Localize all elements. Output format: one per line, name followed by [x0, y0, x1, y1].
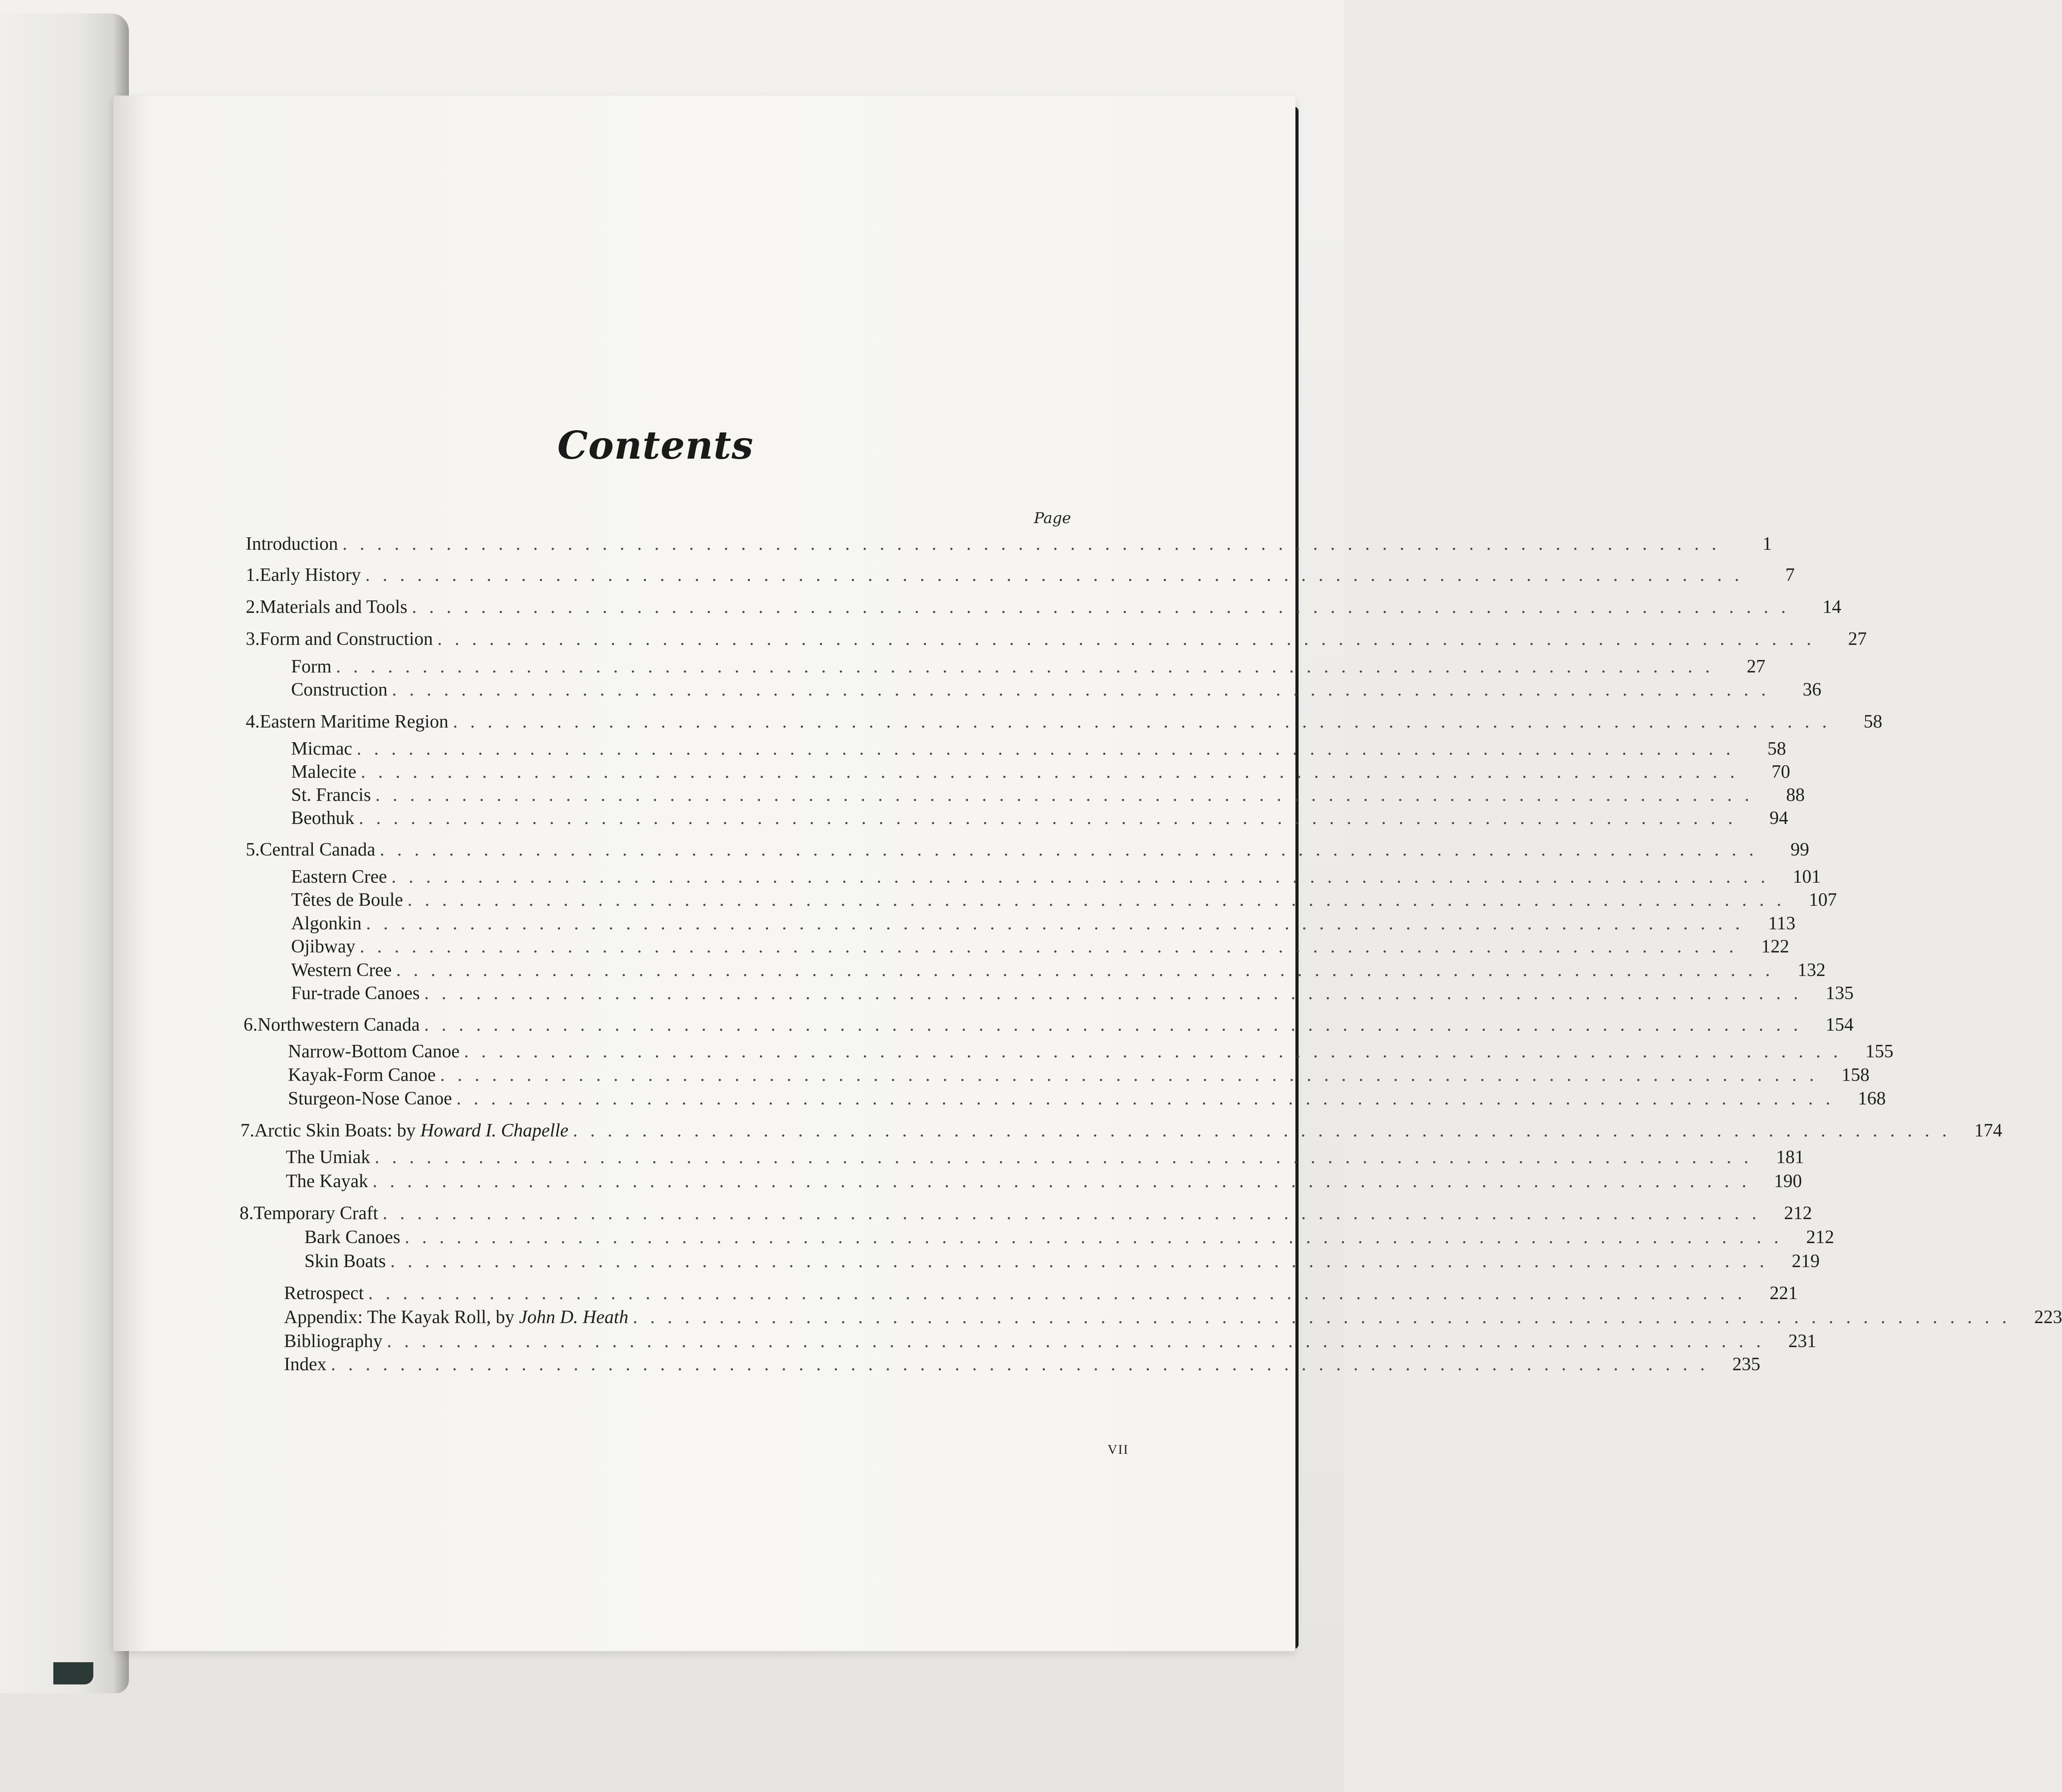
dot-leader: . . . . . . . . . . . . . . . . . . . . . . . . . . . . . . . . . . . . . . . . . . . . . . . . . . . . . . . . . . . . . . . . . . . . . . . . . . . . . . . .: [404, 1227, 1783, 1248]
entry-label: Beothuk: [291, 808, 355, 828]
entry-page: 212: [1784, 1203, 1812, 1224]
entry-label: Eastern Maritime Region: [260, 712, 449, 732]
toc-entry: [291, 760, 1790, 784]
dot-leader: . . . . . . . . . . . . . . . . . . . . . . . . . . . . . . . . . . . . . . . . . . . . . . . . . . . . . . . . . . . . . . . . . . . . . . . . . . . . . . . .: [331, 1354, 1709, 1375]
dot-leader: . . . . . . . . . . . . . . . . . . . . . . . . . . . . . . . . . . . . . . . . . . . . . . . . . . . . . . . . . . . . . . . . . . . . . . . . . . . . . . . .: [387, 1331, 1765, 1352]
entry-page: 58: [1863, 712, 1882, 732]
dot-leader: . . . . . . . . . . . . . . . . . . . . . . . . . . . . . . . . . . . . . . . . . . . . . . . . . . . . . . . . . . . . . . . . . . . . . . . . . . . . . . . .: [396, 960, 1774, 980]
entry-label-text: Arctic Skin Boats: by: [254, 1120, 420, 1141]
entry-page: 101: [1793, 867, 1821, 887]
dot-leader: . . . . . . . . . . . . . . . . . . . . . . . . . . . . . . . . . . . . . . . . . . . . . . . . . . . . . . . . . . . . . . . . . . . . . . . . . . . . . . . .: [336, 656, 1714, 677]
toc-entry: [284, 1329, 1817, 1354]
entry-page: 1: [1762, 534, 1772, 554]
dot-leader: . . . . . . . . . . . . . . . . . . . . . . . . . . . . . . . . . . . . . . . . . . . . . . . . . . . . . . . . . . . . . . . . . . . . . . . . . . . . . . . .: [464, 1041, 1842, 1062]
entry-label: Ojibway: [291, 936, 356, 957]
dot-leader: . . . . . . . . . . . . . . . . . . . . . . . . . . . . . . . . . . . . . . . . . . . . . . . . . . . . . . . . . . . . . . . . . . . . . . . . . . . . . . . .: [375, 1147, 1753, 1168]
toc-entry: [291, 783, 1805, 808]
toc-entry: [284, 1305, 2062, 1330]
toc-entry: [291, 911, 1796, 936]
entry-label: Sturgeon-Nose Canoe: [288, 1088, 452, 1109]
dot-leader: . . . . . . . . . . . . . . . . . . . . . . . . . . . . . . . . . . . . . . . . . . . . . . . . . . . . . . . . . . . . . . . . . . . . . . . . . . . . . . . .: [360, 936, 1738, 957]
dot-leader: . . . . . . . . . . . . . . . . . . . . . . . . . . . . . . . . . . . . . . . . . . . . . . . . . . . . . . . . . . . . . . . . . . . . . . . . . . . . . . . .: [392, 680, 1770, 700]
entry-number: 1.: [246, 565, 260, 585]
entry-label: Northwestern Canada: [257, 1015, 420, 1035]
entry-label: St. Francis: [291, 785, 371, 805]
entry-page: 219: [1791, 1251, 1820, 1272]
entry-number: 2.: [246, 597, 260, 617]
dot-leader: . . . . . . . . . . . . . . . . . . . . . . . . . . . . . . . . . . . . . . . . . . . . . . . . . . . . . . . . . . . . . . . . . . . . . . . . . . . . . . . .: [380, 840, 1758, 860]
entry-number: 4.: [246, 712, 260, 732]
toc-entry: [291, 677, 1822, 702]
entry-page: 158: [1841, 1065, 1870, 1085]
entry-page: 107: [1809, 890, 1837, 910]
toc-entry: [291, 654, 1766, 679]
dot-leader: . . . . . . . . . . . . . . . . . . . . . . . . . . . . . . . . . . . . . . . . . . . . . . . . . . . . . . . . . . . . . . . . . . . . . . . . . . . . . . . .: [391, 867, 1770, 887]
entry-page: 223: [2034, 1307, 2062, 1328]
toc-entry: [284, 1281, 1798, 1306]
entry-page: 58: [1767, 739, 1786, 759]
entry-label-text: Appendix: The Kayak Roll, by: [284, 1307, 519, 1328]
toc-entry: [288, 1039, 1894, 1064]
entry-label: Bibliography: [284, 1331, 383, 1352]
toc-entry: [286, 1169, 1802, 1194]
toc-entry: [304, 1249, 1820, 1274]
entry-number: 6.: [244, 1015, 258, 1035]
toc-entry: [288, 1086, 1886, 1111]
entry-page: 70: [1771, 762, 1790, 782]
entry-label: Têtes de Boule: [291, 890, 403, 910]
toc-entry: [288, 1063, 1870, 1088]
entry-label: Western Cree: [291, 960, 392, 980]
entry-page: 235: [1732, 1354, 1761, 1375]
dot-leader: . . . . . . . . . . . . . . . . . . . . . . . . . . . . . . . . . . . . . . . . . . . . . . . . . . . . . . . . . . . . . . . . . . . . . . . . . . . . . . . .: [366, 913, 1744, 934]
dot-leader: . . . . . . . . . . . . . . . . . . . . . . . . . . . . . . . . . . . . . . . . . . . . . . . . . . . . . . . . . . . . . . . . . . . . . . . . . . . . . . . .: [390, 1251, 1768, 1272]
toc-entry: [246, 837, 1810, 862]
entry-label: Introduction: [246, 534, 338, 554]
entry-page: 135: [1826, 983, 1854, 1004]
entry-label: Narrow-Bottom Canoe: [288, 1041, 460, 1062]
toc-entry: [240, 1201, 1812, 1226]
entry-label: Construction: [291, 680, 388, 700]
dot-leader: . . . . . . . . . . . . . . . . . . . . . . . . . . . . . . . . . . . . . . . . . . . . . . . . . . . . . . . . . . . . . . . . . . . . . . . . . . . . . . . .: [437, 629, 1815, 649]
entry-label: Fur-trade Canoes: [291, 983, 420, 1004]
toc-entry: [286, 1145, 1804, 1170]
entry-page: 99: [1790, 840, 1810, 860]
entry-page: 181: [1776, 1147, 1804, 1168]
toc-entry: [246, 709, 1882, 734]
entry-author: Howard I. Chapelle: [420, 1120, 569, 1141]
toc-entry: [291, 806, 1788, 831]
dot-leader: . . . . . . . . . . . . . . . . . . . . . . . . . . . . . . . . . . . . . . . . . . . . . . . . . . . . . . . . . . . . . . . . . . . . . . . . . . . . . . . .: [632, 1307, 2011, 1328]
entry-label: Early History: [260, 565, 361, 585]
entry-label: Kayak-Form Canoe: [288, 1065, 436, 1085]
entry-label: Form: [291, 656, 332, 677]
page-title: Contents: [557, 423, 754, 468]
dot-leader: . . . . . . . . . . . . . . . . . . . . . . . . . . . . . . . . . . . . . . . . . . . . . . . . . . . . . . . . . . . . . . . . . . . . . . . . . . . . . . . .: [356, 739, 1735, 759]
entry-page: 88: [1786, 785, 1805, 805]
toc-entry: [291, 888, 1837, 912]
toc-entry: [244, 1012, 1854, 1037]
entry-page: 231: [1788, 1331, 1817, 1352]
dot-leader: . . . . . . . . . . . . . . . . . . . . . . . . . . . . . . . . . . . . . . . . . . . . . . . . . . . . . . . . . . . . . . . . . . . . . . . . . . . . . . . .: [382, 1203, 1761, 1224]
dot-leader: . . . . . . . . . . . . . . . . . . . . . . . . . . . . . . . . . . . . . . . . . . . . . . . . . . . . . . . . . . . . . . . . . . . . . . . . . . . . . . . .: [365, 565, 1743, 585]
toc-entry: [240, 1118, 2002, 1143]
dot-leader: . . . . . . . . . . . . . . . . . . . . . . . . . . . . . . . . . . . . . . . . . . . . . . . . . . . . . . . . . . . . . . . . . . . . . . . . . . . . . . . .: [360, 762, 1739, 782]
entry-number: 8.: [240, 1203, 254, 1224]
entry-page: 132: [1797, 960, 1826, 980]
dot-leader: . . . . . . . . . . . . . . . . . . . . . . . . . . . . . . . . . . . . . . . . . . . . . . . . . . . . . . . . . . . . . . . . . . . . . . . . . . . . . . . .: [359, 808, 1737, 828]
entry-label: Form and Construction: [260, 629, 433, 649]
entry-number: 7.: [240, 1120, 255, 1141]
entry-page: 221: [1770, 1283, 1798, 1304]
entry-label: Materials and Tools: [260, 597, 408, 617]
entry-page: 174: [1974, 1120, 2002, 1141]
entry-page: 27: [1848, 629, 1867, 649]
toc-entry: [291, 736, 1786, 761]
toc-entry: [284, 1352, 1761, 1377]
entry-label: Malecite: [291, 762, 356, 782]
dot-leader: . . . . . . . . . . . . . . . . . . . . . . . . . . . . . . . . . . . . . . . . . . . . . . . . . . . . . . . . . . . . . . . . . . . . . . . . . . . . . . . .: [412, 597, 1790, 617]
entry-page: 190: [1774, 1171, 1802, 1192]
dot-leader: . . . . . . . . . . . . . . . . . . . . . . . . . . . . . . . . . . . . . . . . . . . . . . . . . . . . . . . . . . . . . . . . . . . . . . . . . . . . . . . .: [342, 534, 1721, 554]
toc-entry: [304, 1225, 1834, 1250]
entry-page: 94: [1769, 808, 1788, 828]
entry-label: [284, 1305, 628, 1330]
entry-number: 5.: [246, 840, 260, 860]
toc-entry: [246, 532, 1772, 556]
page-column-label: Page: [1034, 509, 1071, 527]
entry-label: Temporary Craft: [253, 1203, 378, 1224]
dot-leader: . . . . . . . . . . . . . . . . . . . . . . . . . . . . . . . . . . . . . . . . . . . . . . . . . . . . . . . . . . . . . . . . . . . . . . . . . . . . . . . .: [424, 983, 1802, 1004]
dot-leader: . . . . . . . . . . . . . . . . . . . . . . . . . . . . . . . . . . . . . . . . . . . . . . . . . . . . . . . . . . . . . . . . . . . . . . . . . . . . . . . .: [368, 1283, 1746, 1304]
entry-label: Micmac: [291, 739, 352, 759]
entry-label: Retrospect: [284, 1283, 364, 1304]
entry-page: 154: [1826, 1015, 1854, 1035]
toc-entry: [291, 934, 1790, 959]
entry-label: The Kayak: [286, 1171, 368, 1192]
toc-entry: [291, 864, 1821, 889]
dot-leader: . . . . . . . . . . . . . . . . . . . . . . . . . . . . . . . . . . . . . . . . . . . . . . . . . . . . . . . . . . . . . . . . . . . . . . . . . . . . . . . .: [372, 1171, 1750, 1192]
entry-page: 212: [1806, 1227, 1834, 1248]
toc-entry: [246, 627, 1867, 652]
entry-label: [255, 1118, 569, 1143]
entry-author: John D. Heath: [519, 1307, 628, 1328]
entry-page: 168: [1858, 1088, 1886, 1109]
dot-leader: . . . . . . . . . . . . . . . . . . . . . . . . . . . . . . . . . . . . . . . . . . . . . . . . . . . . . . . . . . . . . . . . . . . . . . . . . . . . . . . .: [407, 890, 1786, 910]
dot-leader: . . . . . . . . . . . . . . . . . . . . . . . . . . . . . . . . . . . . . . . . . . . . . . . . . . . . . . . . . . . . . . . . . . . . . . . . . . . . . . . .: [440, 1065, 1818, 1085]
toc-entry: [291, 958, 1826, 983]
entry-page: 7: [1785, 565, 1795, 585]
page-number-folio: VII: [1107, 1442, 1129, 1457]
dot-leader: . . . . . . . . . . . . . . . . . . . . . . . . . . . . . . . . . . . . . . . . . . . . . . . . . . . . . . . . . . . . . . . . . . . . . . . . . . . . . . . .: [456, 1088, 1834, 1109]
toc-entry: [291, 981, 1854, 1006]
dot-leader: . . . . . . . . . . . . . . . . . . . . . . . . . . . . . . . . . . . . . . . . . . . . . . . . . . . . . . . . . . . . . . . . . . . . . . . . . . . . . . . .: [573, 1120, 1951, 1141]
dot-leader: . . . . . . . . . . . . . . . . . . . . . . . . . . . . . . . . . . . . . . . . . . . . . . . . . . . . . . . . . . . . . . . . . . . . . . . . . . . . . . . .: [453, 712, 1831, 732]
dot-leader: . . . . . . . . . . . . . . . . . . . . . . . . . . . . . . . . . . . . . . . . . . . . . . . . . . . . . . . . . . . . . . . . . . . . . . . . . . . . . . . .: [424, 1015, 1802, 1035]
entry-label: Index: [284, 1354, 327, 1375]
entry-page: 36: [1802, 680, 1822, 700]
entry-page: 155: [1865, 1041, 1894, 1062]
toc-entry: [246, 595, 1842, 620]
entry-label: Skin Boats: [304, 1251, 386, 1272]
entry-label: Bark Canoes: [304, 1227, 400, 1248]
entry-label: The Umiak: [286, 1147, 371, 1168]
entry-label: Central Canada: [260, 840, 376, 860]
entry-label: Eastern Cree: [291, 867, 387, 887]
dot-leader: . . . . . . . . . . . . . . . . . . . . . . . . . . . . . . . . . . . . . . . . . . . . . . . . . . . . . . . . . . . . . . . . . . . . . . . . . . . . . . . .: [375, 785, 1754, 805]
entry-page: 14: [1822, 597, 1842, 617]
entry-page: 113: [1768, 913, 1796, 934]
entry-number: 3.: [246, 629, 260, 649]
entry-page: 27: [1746, 656, 1766, 677]
toc-entry: [246, 563, 1795, 588]
entry-page: 122: [1761, 936, 1790, 957]
entry-label: Algonkin: [291, 913, 362, 934]
